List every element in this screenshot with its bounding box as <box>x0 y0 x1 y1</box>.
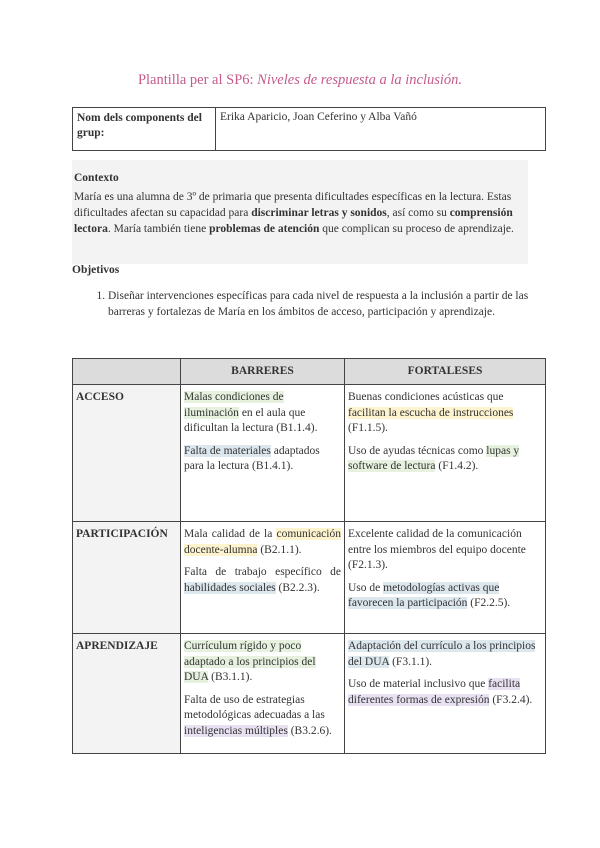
table-row <box>73 522 546 634</box>
cell-fortalezas-acceso <box>345 385 546 522</box>
title-italic: Niveles de respuesta a la inclusión. <box>257 72 463 88</box>
context-bold-3: problemas de atención <box>209 223 320 235</box>
header-empty <box>73 359 181 385</box>
row-header-aprendizaje: APRENDIZAJE <box>73 634 181 754</box>
cell-paragraph: Currículum rígido y poco adaptado a los principios del DUA (B3.1.1). <box>184 640 316 683</box>
cell-barreras-acceso <box>181 385 345 522</box>
title-plain: Plantilla per al SP6: <box>137 72 258 88</box>
header-fortalezas: FORTALESES <box>345 359 546 385</box>
cell-paragraph: Uso de material inclusivo que facilita diferentes formas de expresión (F3.2.4). <box>348 678 533 706</box>
objective-item: 1. Diseñar intervenciones específicas para cada nivel de respuesta a la inclusión a partir de las barreras y fortalezas de María en los ámbitos de acceso, participación y aprendizaje. <box>108 288 532 320</box>
cell-paragraph: Uso de ayudas técnicas como lupas y software de lectura (F1.4.2). <box>348 444 520 472</box>
context-bold-2: comprensión lectora <box>74 207 513 235</box>
table-row <box>73 634 546 754</box>
row-header-participacion: PARTICIPACIÓN <box>73 522 181 634</box>
cell-paragraph: Excelente calidad de la comunicación entre los miembros del equipo docente (F2.1.3). <box>348 528 526 571</box>
barriers-strengths-table <box>72 358 546 754</box>
table-row <box>73 385 546 522</box>
objectives-heading: Objetivos <box>72 264 120 276</box>
cell-paragraph: Buenas condiciones acústicas que facilitan la escucha de instrucciones (F1.1.5). <box>348 391 514 434</box>
cell-barreras-aprendizaje <box>181 634 345 754</box>
context-text: María es una alumna de 3º de primaria que presenta dificultades específicas en la lectura. Estas dificultades afectan su capacidad para discriminar letras y sonidos, así como su comprensión lectora. María también tiene problemas de atención que complican su proceso de aprendizaje. <box>74 191 514 235</box>
cell-paragraph: Uso de metodologías activas que favorecen la participación (F2.2.5). <box>348 581 511 609</box>
group-table <box>72 107 546 151</box>
objectives-section <box>72 262 532 320</box>
page-title <box>0 72 600 89</box>
cell-paragraph: Adaptación del currículo a los principios del DUA (F3.1.1). <box>348 640 536 668</box>
cell-paragraph: Falta de materiales adaptados para la lectura (B1.4.1). <box>184 444 320 472</box>
group-members: Erika Aparicio, Joan Ceferino y Alba Vañó <box>216 108 546 151</box>
cell-paragraph: Mala calidad de la comunicación docente-alumna (B2.1.1). <box>184 528 341 556</box>
cell-paragraph: Malas condiciones de iluminación en el aula que dificultan la lectura (B1.1.4). <box>184 391 318 434</box>
cell-barreras-participacion <box>181 522 345 634</box>
cell-paragraph: Falta de trabajo específico de habilidades sociales (B2.2.3). <box>184 566 341 594</box>
cell-paragraph: Falta de uso de estrategias metodológicas adecuadas a las inteligencias múltiples (B3.2.6). <box>184 693 332 737</box>
cell-fortalezas-participacion <box>345 522 546 634</box>
row-header-acceso: ACCESO <box>73 385 181 522</box>
cell-fortalezas-aprendizaje <box>345 634 546 754</box>
context-heading: Contexto <box>74 172 119 184</box>
group-label: Nom dels components del grup: <box>73 108 216 151</box>
header-barreras: BARRERES <box>181 359 345 385</box>
objectives-list <box>72 288 532 320</box>
context-bold-1: discriminar letras y sonidos <box>251 207 387 219</box>
context-box <box>72 160 528 264</box>
